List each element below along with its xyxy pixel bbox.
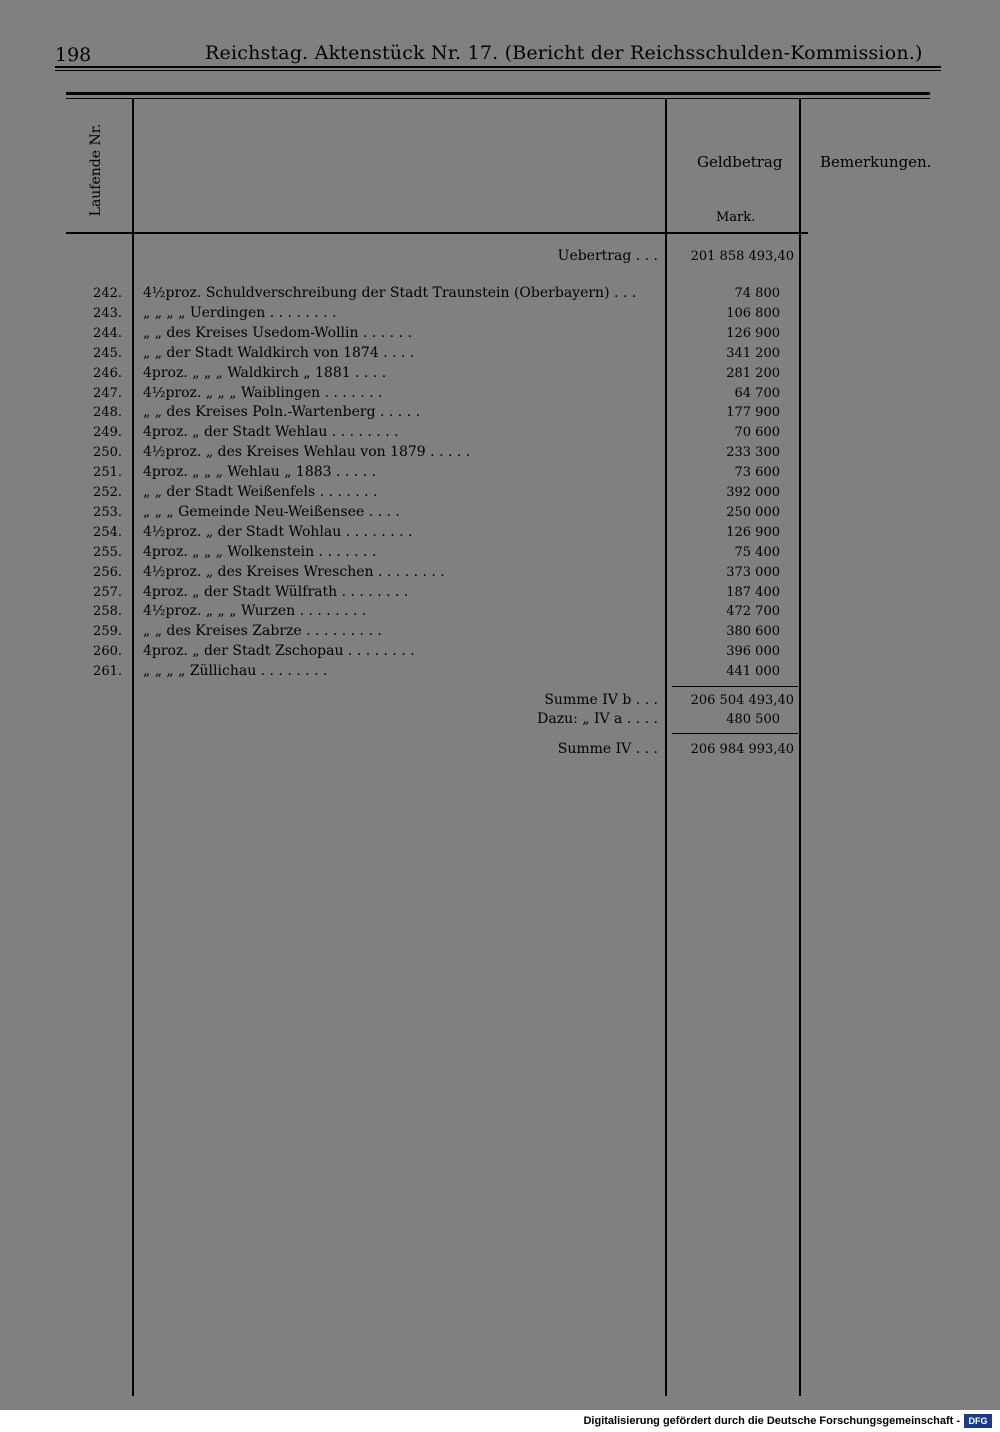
row-number: 243. [93,306,122,321]
row-amount: 70 600 [734,425,780,440]
row-description: 4½proz. „ „ „ Waiblingen . . . . . . . [143,385,383,401]
column-header-amount: Geldbetrag [697,153,783,171]
row-number: 249. [93,425,122,440]
row-description: 4½proz. „ „ „ Wurzen . . . . . . . . [143,603,367,619]
summe-iv-label: Summe IV . . . [557,741,658,757]
row-number: 248. [93,405,122,420]
summe-ivb-label: Summe IV b . . . [544,692,658,708]
row-amount: 392 000 [726,485,780,500]
row-number: 247. [93,386,122,401]
row-description: „ „ der Stadt Waldkirch von 1874 . . . . [143,345,415,361]
row-description: 4½proz. Schuldverschreibung der Stadt Traunstein (Oberbayern) . . . [143,285,637,301]
row-number: 253. [93,505,122,520]
row-description: „ „ des Kreises Usedom-Wollin . . . . . . [143,325,412,341]
row-number: 245. [93,346,122,361]
row-amount: 472 700 [726,604,780,619]
row-number: 244. [93,326,122,341]
sum-rule-1 [672,686,798,687]
row-number: 256. [93,565,122,580]
header-rule [55,66,941,68]
row-description: „ „ „ „ Uerdingen . . . . . . . . [143,305,337,321]
row-number: 246. [93,366,122,381]
summe-ivb-amount: 206 504 493,40 [690,693,794,708]
summe-iv-amount: 206 984 993,40 [690,742,794,757]
row-number: 258. [93,604,122,619]
row-number: 254. [93,525,122,540]
row-amount: 126 900 [726,326,780,341]
row-number: 252. [93,485,122,500]
row-description: 4½proz. „ des Kreises Wehlau von 1879 . . . . . [143,444,471,460]
row-description: 4½proz. „ der Stadt Wohlau . . . . . . . . [143,524,413,540]
carryover-amount: 201 858 493,40 [690,249,794,264]
row-amount: 396 000 [726,644,780,659]
header-rule-thin [55,70,941,71]
column-header-number [76,120,116,220]
row-description: 4proz. „ der Stadt Zschopau . . . . . . . . [143,643,415,659]
row-number: 259. [93,624,122,639]
row-amount: 75 400 [734,545,780,560]
column-header-number-label: Laufende Nr. [88,123,104,217]
row-description: 4proz. „ „ „ Wolkenstein . . . . . . . [143,544,377,560]
sum-rule-2 [672,733,798,734]
row-amount: 177 900 [726,405,780,420]
row-amount: 380 600 [726,624,780,639]
footer-text: Digitalisierung gefördert durch die Deutsche Forschungsgemeinschaft - [583,1415,960,1427]
row-number: 251. [93,465,122,480]
row-description: 4proz. „ „ „ Waldkirch „ 1881 . . . . [143,365,387,381]
row-number: 261. [93,664,122,679]
footer-banner [0,1410,1000,1432]
page-number: 198 [55,44,92,66]
column-divider-amount-left [665,99,667,1396]
row-number: 250. [93,445,122,460]
column-divider-amount-right [799,99,801,1396]
row-number: 242. [93,286,122,301]
row-amount: 126 900 [726,525,780,540]
dfg-logo: DFG [964,1414,992,1428]
carryover-label: Uebertrag . . . [557,248,658,264]
row-description: „ „ der Stadt Weißenfels . . . . . . . [143,484,378,500]
column-header-unit: Mark. [716,210,756,225]
row-amount: 281 200 [726,366,780,381]
row-amount: 64 700 [734,386,780,401]
table-top-rule [66,92,930,95]
row-number: 257. [93,585,122,600]
row-number: 255. [93,545,122,560]
row-description: 4proz. „ der Stadt Wülfrath . . . . . . . . [143,584,409,600]
page-header-title: Reichstag. Aktenstück Nr. 17. (Bericht der Reichsschulden-Kommission.) [205,42,923,64]
dazu-amount: 480 500 [726,712,780,727]
row-description: 4proz. „ der Stadt Wehlau . . . . . . . . [143,424,399,440]
row-amount: 233 300 [726,445,780,460]
column-divider-number [132,99,134,1396]
row-amount: 73 600 [734,465,780,480]
row-description: „ „ des Kreises Poln.-Wartenberg . . . . . [143,404,421,420]
row-amount: 250 000 [726,505,780,520]
row-description: 4proz. „ „ „ Wehlau „ 1883 . . . . . [143,464,377,480]
table-header-rule [66,232,808,234]
dazu-label: Dazu: „ IV a . . . . [537,711,658,727]
row-amount: 441 000 [726,664,780,679]
row-amount: 187 400 [726,585,780,600]
row-amount: 341 200 [726,346,780,361]
row-amount: 106 800 [726,306,780,321]
row-description: „ „ des Kreises Zabrze . . . . . . . . . [143,623,382,639]
column-header-remarks: Bemerkungen. [820,153,932,171]
row-amount: 373 000 [726,565,780,580]
row-amount: 74 800 [734,286,780,301]
row-description: 4½proz. „ des Kreises Wreschen . . . . . . . . [143,564,445,580]
row-description: „ „ „ Gemeinde Neu-Weißensee . . . . [143,504,400,520]
row-number: 260. [93,644,122,659]
row-description: „ „ „ „ Züllichau . . . . . . . . [143,663,328,679]
